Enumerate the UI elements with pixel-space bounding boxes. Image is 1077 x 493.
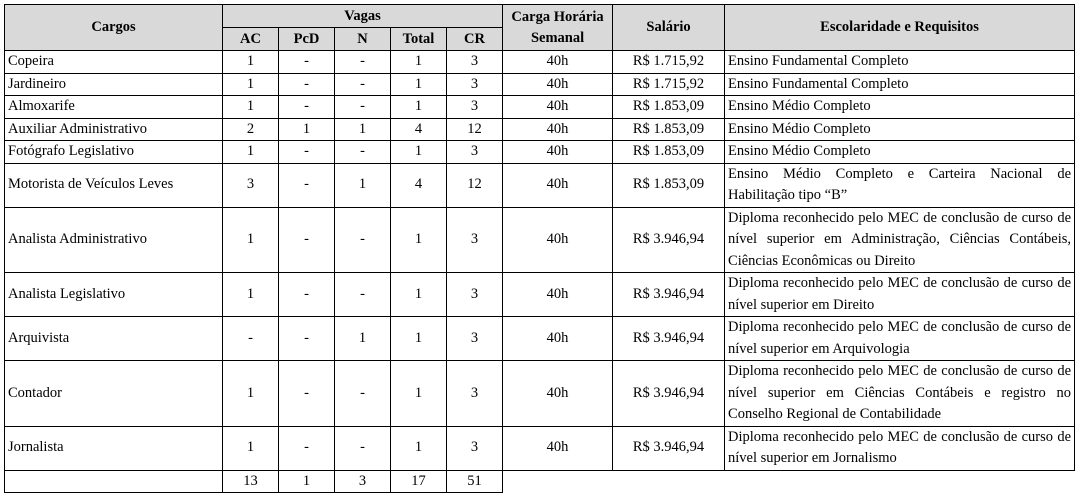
cell-salario: R$ 1.853,09 <box>613 163 725 207</box>
cell-carga: 40h <box>503 317 613 361</box>
cell-cargo: Analista Legislativo <box>5 273 223 317</box>
header-ac: AC <box>223 28 279 51</box>
cell-n: - <box>335 426 391 470</box>
total-total: 17 <box>391 470 447 493</box>
cell-salario: R$ 1.715,92 <box>613 51 725 74</box>
cell-pcd: - <box>279 207 335 273</box>
cell-salario: R$ 1.715,92 <box>613 73 725 96</box>
cell-total: 1 <box>391 73 447 96</box>
cell-salario: R$ 3.946,94 <box>613 426 725 470</box>
table-row <box>5 273 1075 317</box>
cell-cr: 3 <box>447 207 503 273</box>
cell-cargo: Jornalista <box>5 426 223 470</box>
cell-requisitos: Ensino Fundamental Completo <box>725 73 1075 96</box>
cell-ac: 1 <box>223 51 279 74</box>
cell-salario: R$ 3.946,94 <box>613 207 725 273</box>
cell-n: - <box>335 361 391 427</box>
header-total: Total <box>391 28 447 51</box>
cell-total: 1 <box>391 207 447 273</box>
cell-cr: 3 <box>447 361 503 427</box>
cell-carga: 40h <box>503 73 613 96</box>
cell-total: 4 <box>391 118 447 141</box>
cell-ac: 3 <box>223 163 279 207</box>
table-row <box>5 163 1075 207</box>
cell-cr: 3 <box>447 51 503 74</box>
cell-ac: 1 <box>223 96 279 119</box>
cell-pcd: - <box>279 273 335 317</box>
cell-cargo: Analista Administrativo <box>5 207 223 273</box>
cell-salario: R$ 3.946,94 <box>613 273 725 317</box>
cell-pcd: - <box>279 163 335 207</box>
total-n: 3 <box>335 470 391 493</box>
cell-cr: 3 <box>447 273 503 317</box>
header-escolaridade: Escolaridade e Requisitos <box>725 5 1075 51</box>
cell-pcd: - <box>279 426 335 470</box>
cell-pcd: - <box>279 96 335 119</box>
table-header <box>5 5 1075 51</box>
total-pcd: 1 <box>279 470 335 493</box>
cell-cargo: Almoxarife <box>5 96 223 119</box>
table-row <box>5 361 1075 427</box>
cell-pcd: - <box>279 141 335 164</box>
cell-n: 1 <box>335 118 391 141</box>
table-row <box>5 207 1075 273</box>
cell-total: 1 <box>391 426 447 470</box>
cell-requisitos: Ensino Médio Completo <box>725 141 1075 164</box>
cell-n: 1 <box>335 317 391 361</box>
cell-requisitos: Diploma reconhecido pelo MEC de conclusão de curso de nível superior em Jornalismo <box>725 426 1075 470</box>
cell-requisitos: Diploma reconhecido pelo MEC de conclusão de curso de nível superior em Direito <box>725 273 1075 317</box>
header-n: N <box>335 28 391 51</box>
cell-n: - <box>335 207 391 273</box>
cell-ac: 1 <box>223 141 279 164</box>
cell-salario: R$ 1.853,09 <box>613 96 725 119</box>
cell-n: - <box>335 73 391 96</box>
cell-cargo: Auxiliar Administrativo <box>5 118 223 141</box>
cell-carga: 40h <box>503 141 613 164</box>
cell-cr: 3 <box>447 426 503 470</box>
cell-ac: 1 <box>223 73 279 96</box>
cell-requisitos: Diploma reconhecido pelo MEC de conclusão de curso de nível superior em Administração, Ciências Contábeis, Ciências Econômicas ou Direito <box>725 207 1075 273</box>
table-body <box>5 51 1075 493</box>
cell-ac: 1 <box>223 361 279 427</box>
cell-requisitos: Ensino Médio Completo <box>725 96 1075 119</box>
cell-carga: 40h <box>503 273 613 317</box>
cell-requisitos: Ensino Médio Completo <box>725 118 1075 141</box>
cell-ac: 1 <box>223 273 279 317</box>
total-cr: 51 <box>447 470 503 493</box>
cell-salario: R$ 3.946,94 <box>613 317 725 361</box>
totals-blank <box>503 470 1075 493</box>
cell-cr: 12 <box>447 118 503 141</box>
cell-total: 4 <box>391 163 447 207</box>
cell-ac: 1 <box>223 207 279 273</box>
cell-total: 1 <box>391 317 447 361</box>
cell-n: - <box>335 96 391 119</box>
cell-total: 1 <box>391 141 447 164</box>
cell-carga: 40h <box>503 207 613 273</box>
cell-salario: R$ 1.853,09 <box>613 141 725 164</box>
cell-cargo: Jardineiro <box>5 73 223 96</box>
cell-ac: 2 <box>223 118 279 141</box>
cell-requisitos: Ensino Fundamental Completo <box>725 51 1075 74</box>
cell-cr: 3 <box>447 73 503 96</box>
cell-n: - <box>335 51 391 74</box>
vacancies-table <box>4 4 1075 493</box>
cell-carga: 40h <box>503 361 613 427</box>
cell-requisitos: Diploma reconhecido pelo MEC de conclusão de curso de nível superior em Ciências Contábeis e registro no Conselho Regional de Contabilidade <box>725 361 1075 427</box>
cell-n: - <box>335 273 391 317</box>
totals-row <box>5 470 1075 493</box>
cell-n: - <box>335 141 391 164</box>
cell-carga: 40h <box>503 96 613 119</box>
cell-ac: - <box>223 317 279 361</box>
table-row <box>5 73 1075 96</box>
header-row <box>5 5 1075 28</box>
cell-cargo: Motorista de Veículos Leves <box>5 163 223 207</box>
cell-ac: 1 <box>223 426 279 470</box>
cell-total: 1 <box>391 96 447 119</box>
cell-cr: 12 <box>447 163 503 207</box>
cell-salario: R$ 1.853,09 <box>613 118 725 141</box>
header-carga-horaria <box>503 5 613 51</box>
cell-requisitos: Diploma reconhecido pelo MEC de conclusão de curso de nível superior em Arquivologia <box>725 317 1075 361</box>
cell-cargo: Contador <box>5 361 223 427</box>
cell-requisitos: Ensino Médio Completo e Carteira Nacional de Habilitação tipo “B” <box>725 163 1075 207</box>
cell-cargo: Copeira <box>5 51 223 74</box>
cell-pcd: - <box>279 317 335 361</box>
cell-cargo: Fotógrafo Legislativo <box>5 141 223 164</box>
cell-pcd: - <box>279 73 335 96</box>
cell-cr: 3 <box>447 141 503 164</box>
table-row <box>5 51 1075 74</box>
cell-cargo: Arquivista <box>5 317 223 361</box>
cell-carga: 40h <box>503 51 613 74</box>
header-cr: CR <box>447 28 503 51</box>
cell-salario: R$ 3.946,94 <box>613 361 725 427</box>
header-vagas: Vagas <box>223 5 503 28</box>
header-carga-line1: Carga Horária <box>511 8 604 25</box>
cell-total: 1 <box>391 51 447 74</box>
table-row <box>5 96 1075 119</box>
table-row <box>5 141 1075 164</box>
cell-total: 1 <box>391 361 447 427</box>
cell-pcd: 1 <box>279 118 335 141</box>
cell-carga: 40h <box>503 118 613 141</box>
cell-total: 1 <box>391 273 447 317</box>
header-pcd: PcD <box>279 28 335 51</box>
header-salario: Salário <box>613 5 725 51</box>
table-row <box>5 426 1075 470</box>
cell-cr: 3 <box>447 96 503 119</box>
cell-cr: 3 <box>447 317 503 361</box>
cell-n: 1 <box>335 163 391 207</box>
table-row <box>5 317 1075 361</box>
cell-carga: 40h <box>503 426 613 470</box>
cell-carga: 40h <box>503 163 613 207</box>
total-ac: 13 <box>223 470 279 493</box>
cell-totals-label <box>5 470 223 493</box>
document-page <box>4 4 1075 493</box>
header-cargos: Cargos <box>5 5 223 51</box>
table-row <box>5 118 1075 141</box>
header-carga-line2: Semanal <box>530 29 585 46</box>
cell-pcd: - <box>279 51 335 74</box>
cell-pcd: - <box>279 361 335 427</box>
